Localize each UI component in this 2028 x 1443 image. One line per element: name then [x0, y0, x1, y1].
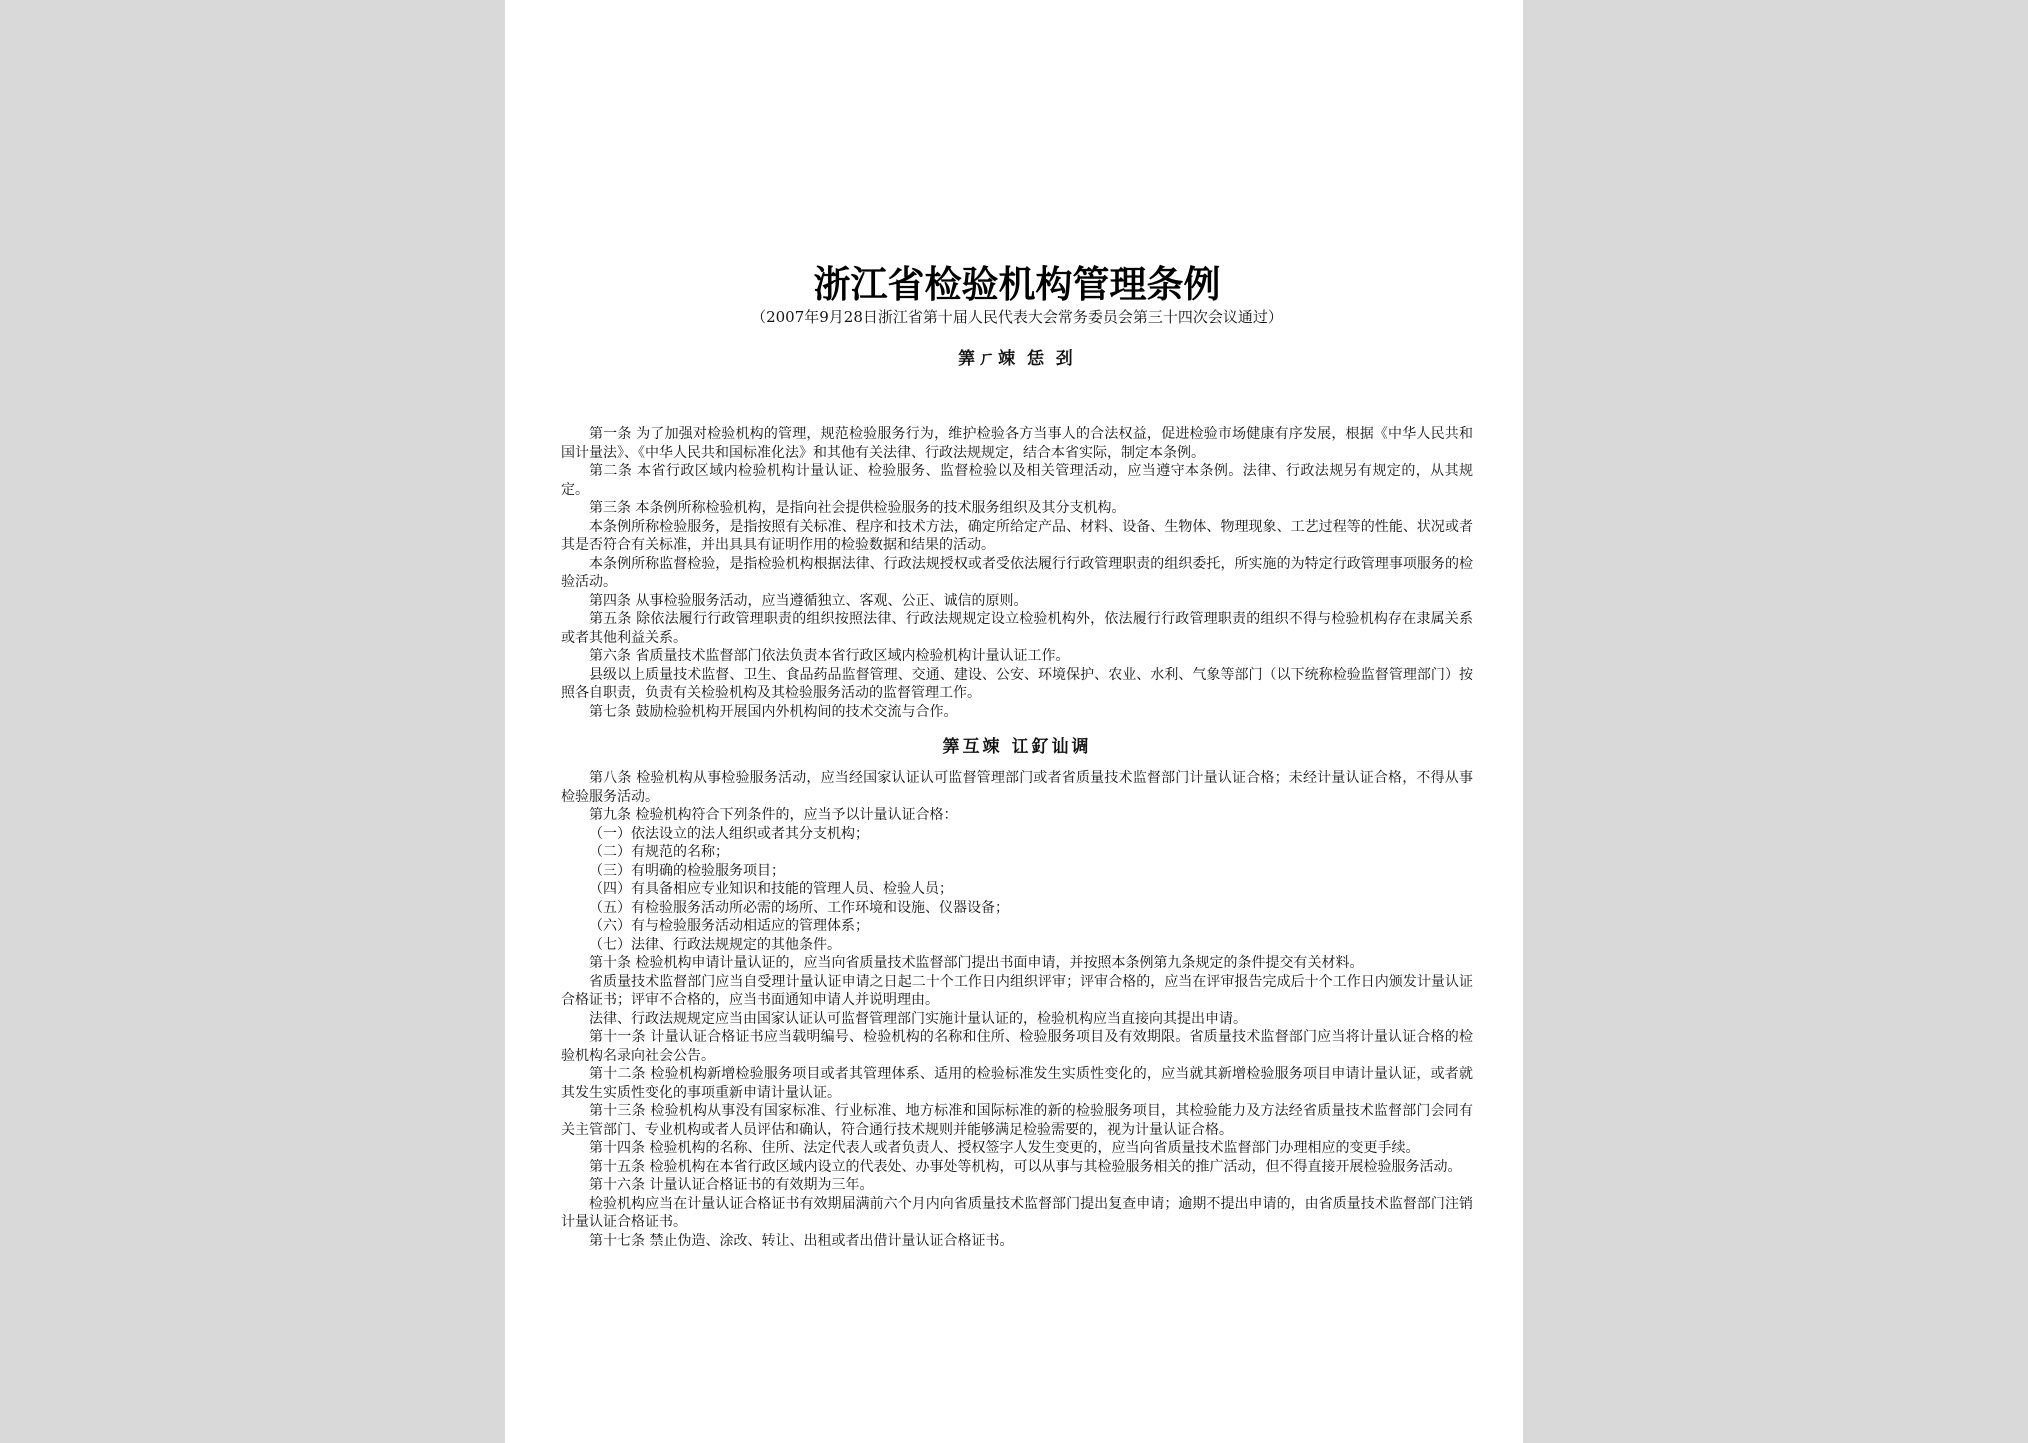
- article-paragraph: 第二条 本省行政区域内检验机构计量认证、检验服务、监督检验以及相关管理活动，应当遵守本条例。法律、行政法规另有规定的，从其规定。: [561, 463, 1473, 498]
- chapter-heading: 筭ㄏ竦 恁 刭: [958, 349, 1076, 369]
- article-paragraph: 法律、行政法规规定应当由国家认证认可监督管理部门实施计量认证的，检验机构应当直接向其提出申请。: [589, 1010, 1247, 1027]
- article-paragraph: 第十四条 检验机构的名称、住所、法定代表人或者负责人、授权签字人发生变更的，应当向省质量技术监督部门办理相应的变更手续。: [589, 1140, 1420, 1156]
- document-subtitle: （2007年9月28日浙江省第十届人民代表大会常务委员会第三十四次会议通过）: [751, 308, 1283, 326]
- article-paragraph: 第十七条 禁止伪造、涂改、转让、出租或者出借计量认证合格证书。: [589, 1232, 1014, 1249]
- article-paragraph: 第六条 省质量技术监督部门依法负责本省行政区域内检验机构计量认证工作。: [589, 648, 1070, 664]
- article-paragraph: 第十一条 计量认证合格证书应当载明编号、检验机构的名称和住所、检验服务项目及有效期限。省质量技术监督部门应当将计量认证合格的检验机构名录向社会公告。: [561, 1029, 1473, 1064]
- article-paragraph: 第三条 本条例所称检验机构，是指向社会提供检验服务的技术服务组织及其分支机构。: [589, 500, 1126, 516]
- article-paragraph: 检验机构应当在计量认证合格证书有效期届满前六个月内向省质量技术监督部门提出复查申请；逾期不提出申请的，由省质量技术监督部门注销计量认证合格证书。: [561, 1195, 1473, 1230]
- article-paragraph: 第十五条 检验机构在本省行政区域内设立的代表处、办事处等机构，可以从事与其检验服务相关的推广活动，但不得直接开展检验服务活动。: [589, 1158, 1462, 1175]
- article-paragraph: 省质量技术监督部门应当自受理计量认证申请之日起二十个工作日内组织评审；评审合格的，应当在评审报告完成后十个工作日内颁发计量认证合格证书；评审不合格的，应当书面通知申请人并说明理由。: [561, 973, 1473, 1008]
- chapter-1-body: [561, 425, 1473, 721]
- article-paragraph: 本条例所称监督检验，是指检验机构根据法律、行政法规授权或者受依法履行行政管理职责的组织委托，所实施的为特定行政管理事项服务的检验活动。: [561, 555, 1473, 590]
- article-paragraph: （一）依法设立的法人组织或者其分支机构；: [589, 825, 869, 842]
- article-paragraph: （六）有与检验服务活动相适应的管理体系；: [589, 918, 869, 934]
- article-paragraph: （三）有明确的检验服务项目；: [589, 862, 785, 879]
- article-paragraph: 第九条 检验机构符合下列条件的，应当予以计量认证合格：: [589, 807, 958, 823]
- article-paragraph: 第十六条 计量认证合格证书的有效期为三年。: [589, 1177, 874, 1193]
- article-paragraph: （二）有规范的名称；: [589, 844, 729, 860]
- article-paragraph: 第七条 鼓励检验机构开展国内外机构间的技术交流与合作。: [589, 703, 958, 720]
- article-paragraph: 第五条 除依法履行行政管理职责的组织按照法律、行政法规规定设立检验机构外，依法履行行政管理职责的组织不得与检验机构存在隶属关系或者其他利益关系。: [561, 611, 1473, 646]
- article-paragraph: 第十条 检验机构申请计量认证的，应当向省质量技术监督部门提出书面申请，并按照本条例第九条规定的条件提交有关材料。: [589, 955, 1364, 971]
- article-paragraph: 第四条 从事检验服务活动，应当遵循独立、客观、公正、诚信的原则。: [589, 592, 1028, 609]
- article-paragraph: 第十二条 检验机构新增检验服务项目或者其管理体系、适用的检验标准发生实质性变化的，应当就其新增检验服务项目申请计量认证，或者就其发生实质性变化的事项重新申请计量认证。: [561, 1066, 1473, 1101]
- article-paragraph: （五）有检验服务活动所必需的场所、工作环境和设施、仪器设备；: [589, 899, 1009, 916]
- article-paragraph: （七）法律、行政法规规定的其他条件。: [589, 936, 841, 953]
- chapter-heading: 筭互竦 讧釕讪调: [942, 737, 1092, 757]
- document-page: [505, 0, 1523, 1443]
- article-paragraph: 县级以上质量技术监督、卫生、食品药品监督管理、交通、建设、公安、环境保护、农业、水利、气象等部门（以下统称检验监督管理部门）按照各自职责，负责有关检验机构及其检验服务活动的监督管理工作。: [561, 666, 1473, 701]
- document-content: [561, 262, 1473, 1250]
- article-paragraph: 第八条 检验机构从事检验服务活动，应当经国家认证认可监督管理部门或者省质量技术监督部门计量认证合格；未经计量认证合格，不得从事检验服务活动。: [561, 770, 1473, 805]
- article-paragraph: （四）有具备相应专业知识和技能的管理人员、检验人员；: [589, 881, 953, 897]
- article-paragraph: 第一条 为了加强对检验机构的管理，规范检验服务行为，维护检验各方当事人的合法权益，促进检验市场健康有序发展，根据《中华人民共和国计量法》、《中华人民共和国标准化法》和其他有关法律、行政法规规定，结合本省实际，制定本条例。: [561, 426, 1473, 461]
- chapter-2-body: [561, 769, 1473, 1250]
- spacer: [561, 373, 1473, 425]
- article-paragraph: 第十三条 检验机构从事没有国家标准、行业标准、地方标准和国际标准的新的检验服务项目，其检验能力及方法经省质量技术监督部门会同有关主管部门、专业机构或者人员评估和确认，符合通行技术规则并能够满足检验需要的，视为计量认证合格。: [561, 1103, 1473, 1138]
- article-paragraph: 本条例所称检验服务，是指按照有关标准、程序和技术方法，确定所给定产品、材料、设备、生物体、物理现象、工艺过程等的性能、状况或者其是否符合有关标准，并出具具有证明作用的检验数据和结果的活动。: [561, 518, 1473, 553]
- document-title: 浙江省检验机构管理条例: [813, 262, 1221, 306]
